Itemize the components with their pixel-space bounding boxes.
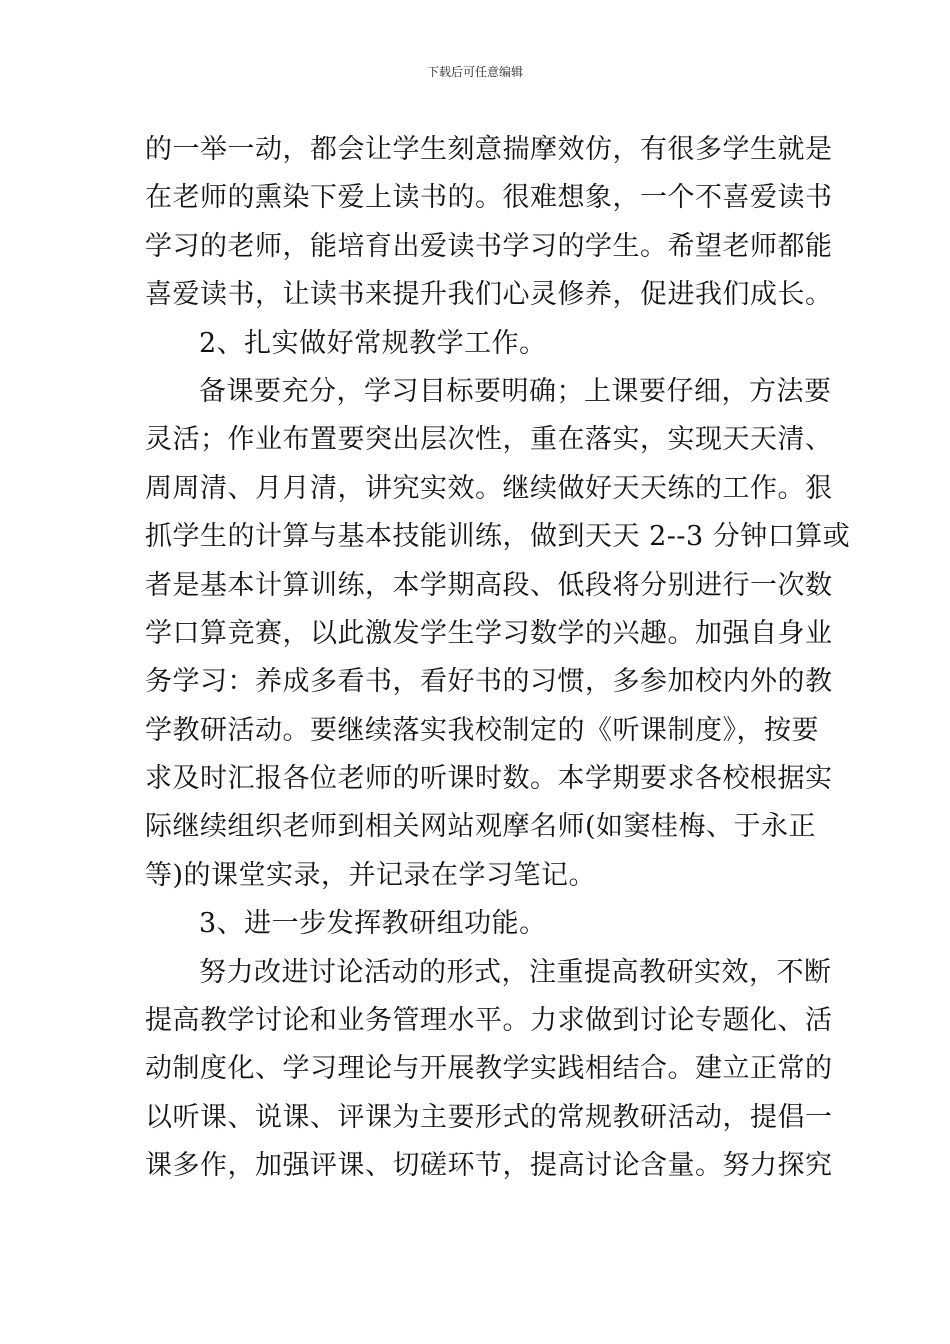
text-line: 喜爱读书，让读书来提升我们心灵修养，促进我们成长。: [145, 279, 833, 311]
text-line: 者是基本计算训练，本学期高段、低段将分别进行一次数: [145, 569, 833, 601]
text-line: 提高教学讨论和业务管理水平。力求做到讨论专题化、活: [145, 1005, 833, 1037]
text-line: 以听课、说课、评课为主要形式的常规教研活动，提倡一: [145, 1101, 833, 1133]
text-line: 学教研活动。要继续落实我校制定的《听课制度》，按要: [145, 714, 819, 746]
text-line: 学习的老师，能培育出爱读书学习的学生。希望老师都能: [145, 230, 833, 262]
document-body: [145, 126, 851, 1191]
text-line: 际继续组织老师到相关网站观摩名师(如窦桂梅、于永正: [145, 811, 817, 843]
section-heading: 2、扎实做好常规教学工作。: [199, 327, 547, 359]
paragraph-first-line: 备课要充分，学习目标要明确；上课要仔细，方法要: [199, 375, 832, 407]
text-line: 等)的课堂实录，并记录在学习笔记。: [145, 859, 597, 891]
text-line: 动制度化、学习理论与开展教学实践相结合。建立正常的: [145, 1053, 833, 1085]
section-heading: 3、进一步发挥教研组功能。: [199, 908, 547, 940]
text-line: 周周清、月月清，讲究实效。继续做好天天练的工作。狠: [145, 472, 833, 504]
text-line: 务学习：养成多看书，看好书的习惯，多参加校内外的教: [145, 666, 833, 698]
text-line: 的一举一动，都会让学生刻意揣摩效仿，有很多学生就是: [145, 134, 833, 165]
page-header: 下载后可任意编辑: [426, 65, 523, 79]
text-line: 求及时汇报各位老师的听课时数。本学期要求各校根据实: [145, 763, 833, 795]
text-line: 灵活；作业布置要突出层次性，重在落实，实现天天清、: [145, 424, 833, 456]
text-line: 课多作，加强评课、切磋环节，提高讨论含量。努力探究: [145, 1150, 833, 1182]
paragraph-first-line: 努力改进讨论活动的形式，注重提高教研实效，不断: [199, 956, 832, 988]
text-line: 学口算竞赛，以此激发学生学习数学的兴趣。加强自身业: [145, 617, 833, 649]
text-line: 抓学生的计算与基本技能训练，做到天天 2--3 分钟口算或: [145, 521, 851, 553]
text-line: 在老师的熏染下爱上读书的。很难想象，一个不喜爱读书: [145, 182, 833, 214]
